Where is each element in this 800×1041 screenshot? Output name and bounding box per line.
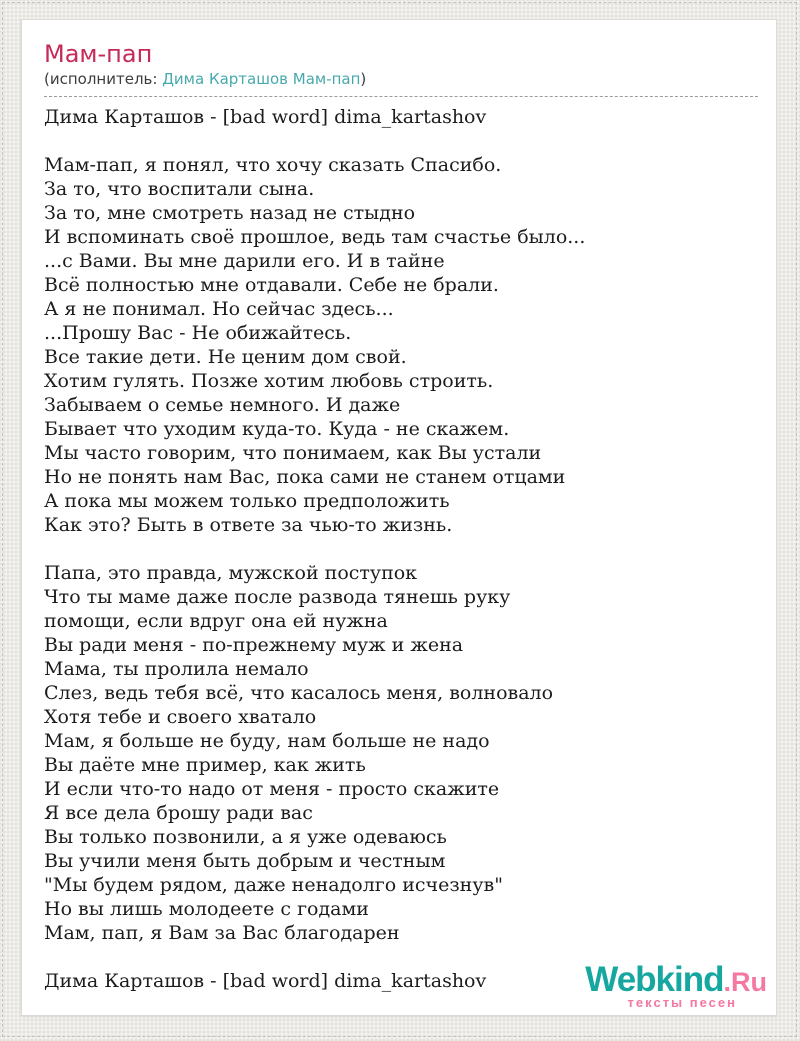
lyric-line: [44, 129, 758, 153]
lyric-line: За то, мне смотреть назад не стыдно: [44, 202, 416, 224]
lyric-line: А пока мы можем только предположить: [44, 490, 450, 512]
lyric-line: Дима Карташов - [bad word] dima_kartashov: [44, 106, 487, 128]
lyric-line: Вы только позвонили, а я уже одеваюсь: [44, 826, 447, 848]
webkind-logo-text: [585, 960, 767, 1000]
logo-brand: Webkind: [585, 960, 724, 999]
lyric-line: [44, 537, 758, 561]
lyric-line: Мам, я больше не буду, нам больше не надо: [44, 730, 490, 752]
logo-brand-suffix: .Ru: [723, 967, 767, 997]
lyric-line: ...с Вами. Вы мне дарили его. И в тайне: [44, 250, 445, 272]
lyric-line: "Мы будем рядом, даже ненадолго исчезнув": [44, 874, 503, 896]
lyric-line: Мама, ты пролила немало: [44, 658, 309, 680]
lyrics-text: [44, 105, 758, 993]
lyric-line: Мы часто говорим, что понимаем, как Вы устали: [44, 442, 542, 464]
lyric-line: Забываем о семье немного. И даже: [44, 394, 401, 416]
lyric-line: Слез, ведь тебя всё, что касалось меня, волновало: [44, 682, 554, 704]
logo-tagline: тексты песен: [627, 995, 737, 1010]
artist-line: [44, 70, 758, 97]
lyric-line: Бывает что уходим куда-то. Куда - не скажем.: [44, 418, 510, 440]
lyric-line: Вы даёте мне пример, как жить: [44, 754, 366, 776]
lyric-line: Что ты маме даже после развода тянешь руку: [44, 586, 511, 608]
artist-link[interactable]: Дима Карташов Мам-пап: [162, 70, 361, 88]
page-title: Мам-пап: [44, 40, 153, 68]
lyric-line: Но вы лишь молодеете с годами: [44, 898, 369, 920]
lyric-line: Вы учили меня быть добрым и честным: [44, 850, 446, 872]
lyric-line: ...Прошу Вас - Не обижайтесь.: [44, 322, 352, 344]
lyric-line: Все такие дети. Не ценим дом свой.: [44, 346, 407, 368]
lyric-line: Мам-пап, я понял, что хочу сказать Спасибо.: [44, 154, 502, 176]
lyric-line: Хотя тебе и своего хватало: [44, 706, 317, 728]
lyric-line: И если что-то надо от меня - просто скажите: [44, 778, 500, 800]
lyric-line: помощи, если вдруг она ей нужна: [44, 610, 388, 632]
lyric-line: За то, что воспитали сына.: [44, 178, 315, 200]
lyric-line: Хотим гулять. Позже хотим любовь строить.: [44, 370, 494, 392]
artist-label-suffix: ): [360, 70, 367, 88]
lyric-line: И вспоминать своё прошлое, ведь там счастье было...: [44, 226, 586, 248]
lyric-line: Вы ради меня - по-прежнему муж и жена: [44, 634, 464, 656]
content-card: [21, 19, 777, 1016]
lyric-line: Но не понять нам Вас, пока сами не станем отцами: [44, 466, 566, 488]
webkind-logo[interactable]: [585, 960, 767, 1010]
lyric-line: А я не понимал. Но сейчас здесь...: [44, 298, 394, 320]
lyric-line: Мам, пап, я Вам за Вас благодарен: [44, 922, 400, 944]
lyric-line: Всё полностью мне отдавали. Себе не брали.: [44, 274, 499, 296]
lyric-line: Папа, это правда, мужской поступок: [44, 562, 418, 584]
lyric-line: Как это? Быть в ответе за чью-то жизнь.: [44, 514, 453, 536]
artist-label-prefix: (исполнитель:: [44, 70, 163, 88]
lyric-line: Я все дела брошу ради вас: [44, 802, 313, 824]
lyric-line: Дима Карташов - [bad word] dima_kartashov: [44, 970, 487, 992]
